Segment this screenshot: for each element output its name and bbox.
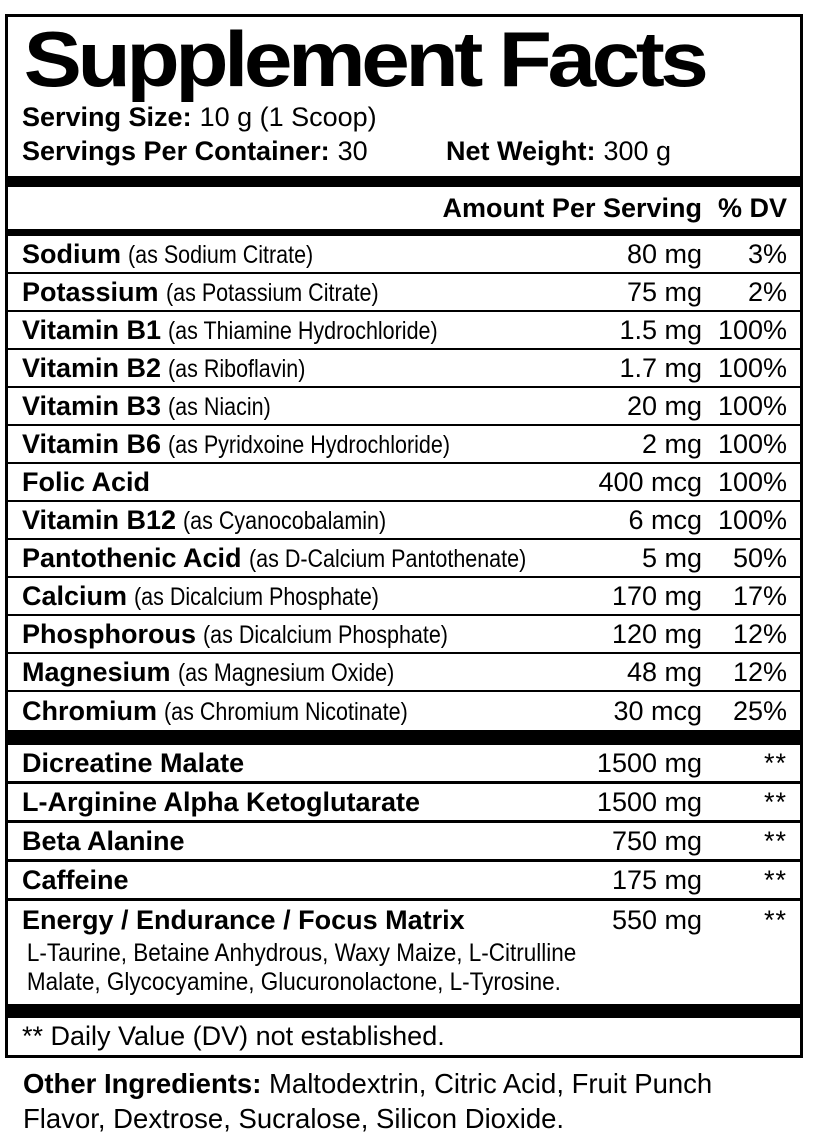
nutrient-detail: (as Riboflavin) (168, 354, 306, 383)
nutrient-detail: (as Dicalcium Phosphate) (134, 582, 380, 611)
nutrient-detail: (as Magnesium Oxide) (177, 658, 394, 687)
blend-dv: ** (763, 786, 787, 817)
blend-name: Caffeine (22, 864, 129, 895)
nutrient-row-vitamin-b3 (8, 388, 800, 426)
label-box (5, 14, 803, 1058)
nutrient-detail: (as Pyridxoine Hydrochloride) (168, 430, 451, 459)
panel-title: Supplement Facts (23, 15, 705, 103)
nutrient-amount: 400 mcg (598, 466, 702, 497)
blend-amount: 1500 mg (596, 786, 702, 817)
nutrient-detail: (as D-Calcium Pantothenate) (248, 544, 526, 573)
column-header-row (8, 187, 800, 229)
nutrient-dv: 100% (717, 314, 787, 345)
net-weight (446, 134, 671, 169)
nutrient-row-folic-acid (8, 464, 800, 502)
nutrient-detail: (as Potassium Citrate) (165, 278, 379, 307)
nutrient-amount: 1.5 mg (619, 314, 702, 345)
nutrient-name: Calcium (22, 580, 128, 611)
nutrient-row-magnesium (8, 654, 800, 692)
nutrient-row-pantothenic-acid (8, 540, 800, 578)
supplement-facts-label (0, 14, 816, 1137)
blend-name: Dicreatine Malate (22, 747, 245, 778)
nutrient-row-potassium (8, 274, 800, 312)
nutrient-amount: 170 mg (611, 580, 702, 611)
blend-matrix-amount: 550 mg (611, 904, 702, 935)
nutrient-amount: 48 mg (626, 656, 702, 687)
serving-size-value: 10 g (1 Scoop) (199, 102, 377, 132)
nutrient-name: Potassium (22, 276, 159, 307)
nutrient-dv: 2% (747, 276, 787, 307)
nutrient-row-phosphorous (8, 616, 800, 654)
nutrient-amount: 30 mcg (613, 695, 702, 726)
nutrient-amount: 1.7 mg (619, 352, 702, 383)
nutrient-detail: (as Cyanocobalamin) (183, 506, 387, 535)
blend-matrix-name: Energy / Endurance / Focus Matrix (22, 904, 465, 935)
nutrient-detail: (as Dicalcium Phosphate) (203, 620, 448, 649)
other-ingredients-text: Maltodextrin, Citric Acid, Fruit Punch Flavor, Dextrose, Sucralose, Silicon Dioxide. (23, 1068, 713, 1134)
blend-row-caffeine (8, 862, 800, 901)
serving-size-line (8, 101, 800, 134)
dv-footnote (8, 1018, 800, 1055)
nutrient-name: Sodium (22, 238, 121, 269)
other-ingredients-label: Other Ingredients: (23, 1068, 262, 1099)
nutrient-amount: 20 mg (626, 390, 702, 421)
percent-dv-header: % DV (717, 193, 787, 223)
nutrient-dv: 3% (747, 238, 787, 269)
nutrient-dv: 25% (732, 695, 787, 726)
nutrient-row-vitamin-b12 (8, 502, 800, 540)
blend-row-energy-matrix (8, 901, 800, 939)
divider-bar-footnote (8, 1004, 800, 1018)
blend-matrix-dv: ** (763, 904, 787, 935)
nutrient-detail: (as Chromium Nicotinate) (164, 697, 408, 726)
nutrient-name: Vitamin B2 (22, 352, 162, 383)
amount-per-serving-header: Amount Per Serving (442, 193, 702, 223)
blend-amount: 750 mg (611, 825, 702, 856)
nutrient-dv: 100% (717, 504, 787, 535)
nutrient-detail: (as Sodium Citrate) (128, 240, 314, 269)
nutrient-name: Pantothenic Acid (22, 542, 242, 573)
nutrient-row-sodium (8, 236, 800, 274)
nutrient-dv: 12% (732, 656, 787, 687)
blend-name: Beta Alanine (22, 825, 185, 856)
nutrient-dv: 17% (732, 580, 787, 611)
nutrient-amount: 75 mg (626, 276, 702, 307)
divider-bar-top (8, 176, 800, 187)
blend-row-l-arginine (8, 784, 800, 823)
nutrient-name: Vitamin B3 (22, 390, 162, 421)
nutrient-dv: 100% (717, 466, 787, 497)
other-ingredients (23, 1066, 768, 1136)
net-weight-value: 300 g (603, 136, 672, 166)
nutrient-amount: 120 mg (611, 618, 702, 649)
blend-amount: 1500 mg (596, 747, 702, 778)
nutrient-dv: 100% (717, 428, 787, 459)
nutrient-name: Vitamin B1 (22, 314, 162, 345)
blend-matrix-components: L-Taurine, Betaine Anhydrous, Waxy Maize, L-Citrulline Malate, Glycocyamine, Glucuronolactone, L-Tyrosine. (26, 939, 577, 996)
nutrient-name: Vitamin B12 (22, 504, 177, 535)
blend-row-dicreatine-malate (8, 745, 800, 784)
dv-footnote-text: ** Daily Value (DV) not established. (22, 1021, 445, 1051)
nutrient-detail: (as Thiamine Hydrochloride) (168, 316, 438, 345)
nutrient-dv: 12% (732, 618, 787, 649)
servings-per-container-value: 30 (337, 136, 368, 166)
servings-per-container-label: Servings Per Container: (22, 136, 330, 166)
nutrient-name: Folic Acid (22, 466, 151, 497)
serving-size-label: Serving Size: (22, 102, 192, 132)
nutrient-amount: 2 mg (641, 428, 702, 459)
nutrient-name: Phosphorous (22, 618, 196, 649)
nutrient-amount: 6 mcg (628, 504, 702, 535)
blend-amount: 175 mg (611, 864, 702, 895)
nutrient-name: Vitamin B6 (22, 428, 162, 459)
nutrient-detail: (as Niacin) (168, 392, 271, 421)
nutrient-row-vitamin-b2 (8, 350, 800, 388)
divider-bar-header (8, 229, 800, 236)
nutrient-dv: 100% (717, 390, 787, 421)
blend-dv: ** (763, 825, 787, 856)
nutrient-row-vitamin-b1 (8, 312, 800, 350)
nutrient-row-calcium (8, 578, 800, 616)
nutrient-amount: 80 mg (626, 238, 702, 269)
blend-row-beta-alanine (8, 823, 800, 862)
nutrient-amount: 5 mg (641, 542, 702, 573)
nutrient-row-vitamin-b6 (8, 426, 800, 464)
blend-dv: ** (763, 747, 787, 778)
nutrient-dv: 50% (732, 542, 787, 573)
nutrient-dv: 100% (717, 352, 787, 383)
divider-bar-section (8, 730, 800, 745)
blend-name: L-Arginine Alpha Ketoglutarate (22, 786, 421, 817)
nutrient-row-chromium (8, 692, 800, 730)
nutrient-name: Chromium (22, 695, 157, 726)
servings-per-container-line (8, 134, 800, 169)
blend-dv: ** (763, 864, 787, 895)
nutrient-name: Magnesium (22, 656, 171, 687)
net-weight-label: Net Weight: (446, 136, 596, 166)
